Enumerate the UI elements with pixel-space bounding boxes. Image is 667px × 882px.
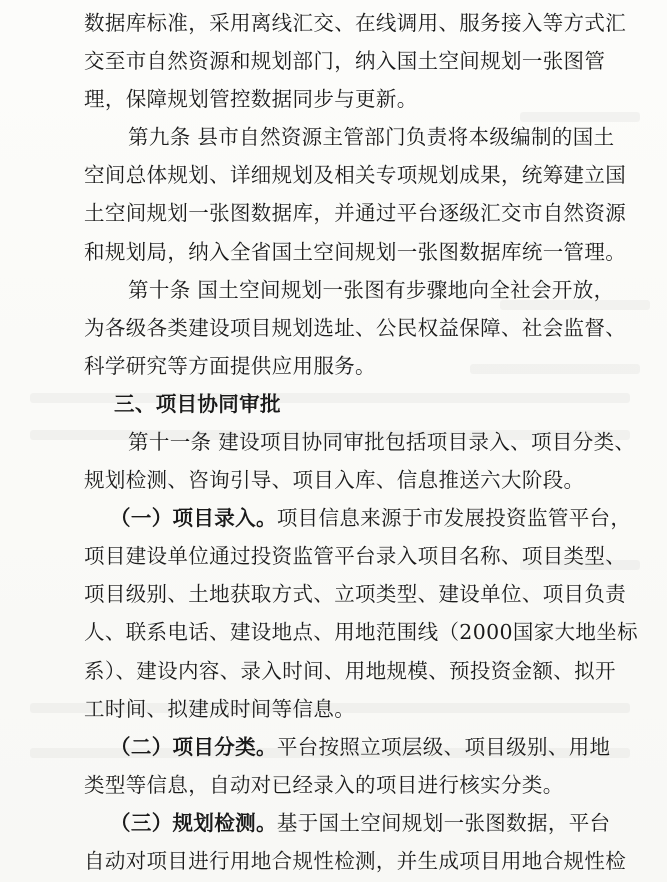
item-2-first-line (0, 728, 667, 766)
article-11-line: 第十一条 建设项目协同审批包括项目录入、项目分类、 (128, 430, 636, 454)
article-11-line: 规划检测、咨询引导、项目入库、信息推送六大阶段。 (84, 468, 585, 492)
article-9-line: 和规划局，纳入全省国土空间规划一张图数据库统一管理。 (84, 240, 627, 264)
item-3-label: （三）规划检测。 (110, 811, 277, 835)
item-3-text: 基于国土空间规划一张图数据，平台 (276, 811, 611, 835)
item-3-first-line (0, 804, 667, 842)
item-3-line: 自动对项目进行用地合规性检测，并生成项目用地合规性检 (84, 849, 627, 873)
item-1-first-line (0, 499, 667, 537)
item-2-line: 类型等信息，自动对已经录入的项目进行核实分类。 (84, 773, 564, 797)
item-1-label: （一）项目录入。 (110, 506, 277, 530)
paragraph-line: 理，保障规划管控数据同步与更新。 (84, 87, 418, 111)
item-1-line: 项目级别、土地获取方式、立项类型、建设单位、项目负责 (84, 582, 627, 606)
item-1-line: 工时间、拟建成时间等信息。 (84, 697, 356, 721)
section-heading: 三、项目协同审批 (114, 392, 281, 416)
item-1-text: 项目信息来源于市发展投资监管平台， (276, 506, 632, 530)
item-1-line: 项目建设单位通过投资监管平台录入项目名称、项目类型、 (84, 544, 627, 568)
article-10-line: 第十条 国土空间规划一张图有步骤地向全社会开放， (128, 278, 615, 302)
item-1-line: 人、联系电话、建设地点、用地范围线（2000国家大地坐标 (84, 620, 638, 644)
article-9-line: 土空间规划一张图数据库，并通过平台逐级汇交市自然资源 (84, 201, 627, 225)
article-9-line: 第九条 县市自然资源主管部门负责将本级编制的国土 (128, 125, 615, 149)
article-9-line: 空间总体规划、详细规划及相关专项规划成果，统筹建立国 (84, 163, 627, 187)
article-10-line: 科学研究等方面提供应用服务。 (84, 354, 376, 378)
item-2-label: （二）项目分类。 (110, 735, 277, 759)
paragraph-line: 交至市自然资源和规划部门，纳入国土空间规划一张图管 (84, 49, 606, 73)
item-1-line: 系）、建设内容、录入时间、用地规模、预投资金额、拟开 (84, 659, 616, 683)
article-10-line: 为各级各类建设项目规划选址、公民权益保障、社会监督、 (84, 316, 627, 340)
paragraph-line: 数据库标准，采用离线汇交、在线调用、服务接入等方式汇 (84, 11, 627, 35)
item-2-text: 平台按照立项层级、项目级别、用地 (276, 735, 611, 759)
